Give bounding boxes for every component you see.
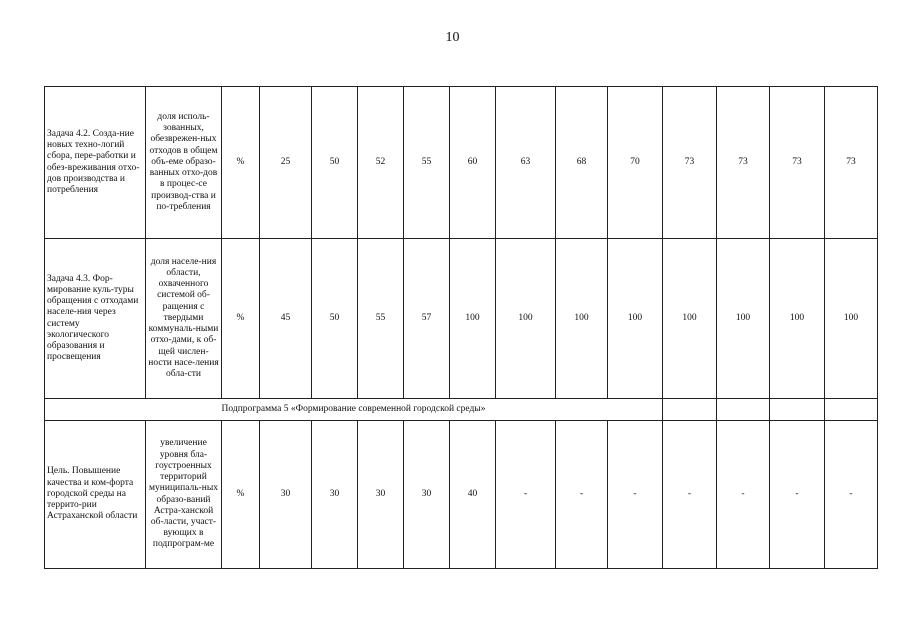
value-cell: 55 <box>404 87 450 239</box>
value-cell: 45 <box>260 239 312 399</box>
value-cell: 63 <box>496 87 556 239</box>
value-cell: 100 <box>496 239 556 399</box>
indicator-cell: доля исполь-зованных, обезврежен-ных отходов в общем объ-еме образо-ванных отхо-дов в процес-се производ-ства и по-требления <box>146 87 222 239</box>
value-cell: 30 <box>260 421 312 569</box>
indicators-table <box>44 86 878 569</box>
value-cell: 55 <box>358 239 404 399</box>
value-cell: 100 <box>825 239 878 399</box>
task-name-cell: Задача 4.2. Созда-ние новых техно-логий сбора, пере-работки и обез-вреживания отхо-дов производства и потребления <box>45 87 146 239</box>
value-cell: - <box>663 421 717 569</box>
unit-cell: % <box>222 421 260 569</box>
value-cell: 30 <box>312 421 358 569</box>
unit-cell: % <box>222 239 260 399</box>
value-cell: 52 <box>358 87 404 239</box>
value-cell: 40 <box>450 421 496 569</box>
value-cell: 60 <box>450 87 496 239</box>
value-cell: 25 <box>260 87 312 239</box>
indicator-cell: увеличение уровня бла-гоустроенных территорий муниципаль-ных образо-ваний Астра-ханской об-ласти, участ-вующих в подпрограм-ме <box>146 421 222 569</box>
value-cell: 100 <box>663 239 717 399</box>
table-row <box>45 87 878 239</box>
value-cell: - <box>825 421 878 569</box>
task-name-cell: Задача 4.3. Фор-мирование куль-туры обращения с отходами населе-ния через систему экологического образования и просвещения <box>45 239 146 399</box>
value-cell: - <box>556 421 608 569</box>
value-cell: 100 <box>770 239 825 399</box>
value-cell: 100 <box>717 239 770 399</box>
value-cell: 100 <box>608 239 663 399</box>
value-cell: 50 <box>312 239 358 399</box>
empty-cell <box>825 399 878 421</box>
table-row <box>45 421 878 569</box>
value-cell: 100 <box>556 239 608 399</box>
value-cell: 68 <box>556 87 608 239</box>
empty-cell <box>770 399 825 421</box>
value-cell: 57 <box>404 239 450 399</box>
empty-cell <box>717 399 770 421</box>
value-cell: 50 <box>312 87 358 239</box>
value-cell: - <box>496 421 556 569</box>
unit-cell: % <box>222 87 260 239</box>
table-row <box>45 239 878 399</box>
subprogram-heading: Подпрограмма 5 «Формирование современной городской среды» <box>45 399 663 421</box>
value-cell: 30 <box>358 421 404 569</box>
value-cell: 73 <box>663 87 717 239</box>
value-cell: 73 <box>770 87 825 239</box>
value-cell: - <box>770 421 825 569</box>
page-number: 10 <box>445 30 460 45</box>
indicator-cell: доля населе-ния области, охваченного системой об-ращения с твердыми коммуналь-ными отхо-дами, к об-щей числен-ности насе-ления обла-сти <box>146 239 222 399</box>
value-cell: - <box>717 421 770 569</box>
subprogram-heading-row <box>45 399 878 421</box>
value-cell: 100 <box>450 239 496 399</box>
value-cell: 30 <box>404 421 450 569</box>
value-cell: 70 <box>608 87 663 239</box>
value-cell: 73 <box>717 87 770 239</box>
value-cell: 73 <box>825 87 878 239</box>
value-cell: - <box>608 421 663 569</box>
empty-cell <box>663 399 717 421</box>
goal-name-cell: Цель. Повышение качества и ком-форта городской среды на террито-рии Астраханской области <box>45 421 146 569</box>
